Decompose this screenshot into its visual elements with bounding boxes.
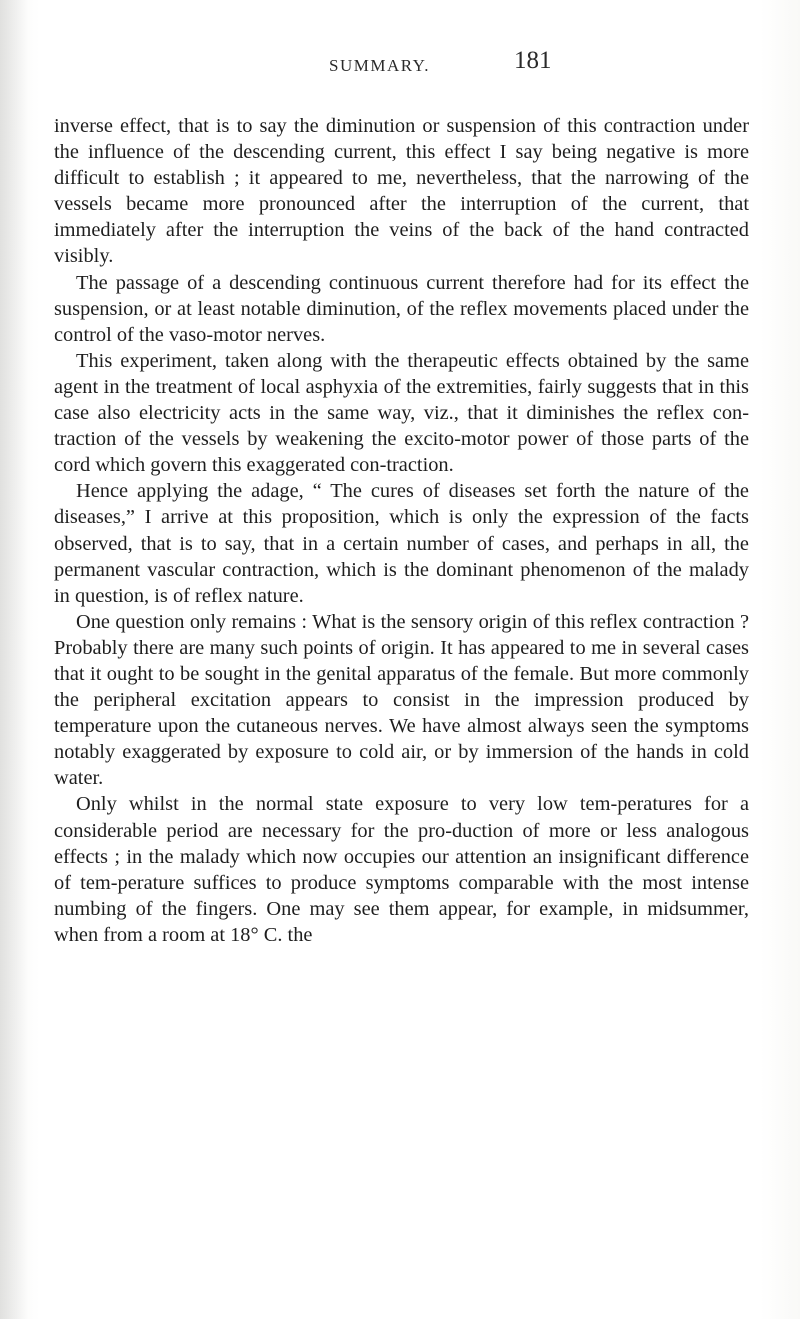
page-number: 181 — [514, 47, 552, 74]
spine-shadow — [0, 0, 28, 1319]
paragraph-5: One question only remains : What is the sensory origin of this reflex contraction ? Probably there are many such points of origin. It has appeared to me in several cases that it ought to be sought in the genital apparatus of the female. But more commonly the peripheral excitation appears to consist in the impression produced by temperature upon the cutaneous nerves. We have almost always seen the symptoms notably exaggerated by exposure to cold air, or by immersion of the hands in cold water. — [54, 610, 749, 790]
paragraph-6: Only whilst in the normal state exposure to very low tem-peratures for a considerable period are necessary for the pro-duction of more or less analogous effects ; in the malady which now occupies our attention an insignificant difference of tem-perature suffices to produce symptoms comparable with the most intense numbing of the fingers. One may see them appear, for example, in midsummer, when from a room at 18° C. the — [54, 793, 749, 946]
paragraph-3: This experiment, taken along with the therapeutic effects obtained by the same agent in the treatment of local asphyxia of the extremities, fairly suggests that in this case also electricity acts in the same way, viz., that it diminishes the reflex con-traction of the vessels by weakening the excito-motor power of those parts of the cord which govern this exaggerated con-traction. — [54, 349, 749, 477]
running-title: SUMMARY. — [329, 56, 430, 75]
paragraph-1: inverse effect, that is to say the diminution or suspension of this contraction under the influence of the descending current, this effect I say being negative is more difficult to establish ; it appeared to me, nevertheless, that the narrowing of the vessels became more pronounced after the interruption of the current, that immediately after the interruption the veins of the back of the hand contracted visibly. — [54, 115, 749, 268]
body-text — [54, 113, 749, 948]
paragraph-4: Hence applying the adage, “ The cures of diseases set forth the nature of the diseases,” I arrive at this proposition, which is only the expression of the facts observed, that is to say, that in a certain number of cases, and perhaps in all, the permanent vascular contraction, which is the dominant phenomenon of the malady in question, is of reflex nature. — [54, 480, 749, 607]
paragraph-2: The passage of a descending continuous current therefore had for its effect the suspension, or at least notable diminution, of the reflex movements placed under the control of the vaso-motor nerves. — [54, 271, 749, 346]
